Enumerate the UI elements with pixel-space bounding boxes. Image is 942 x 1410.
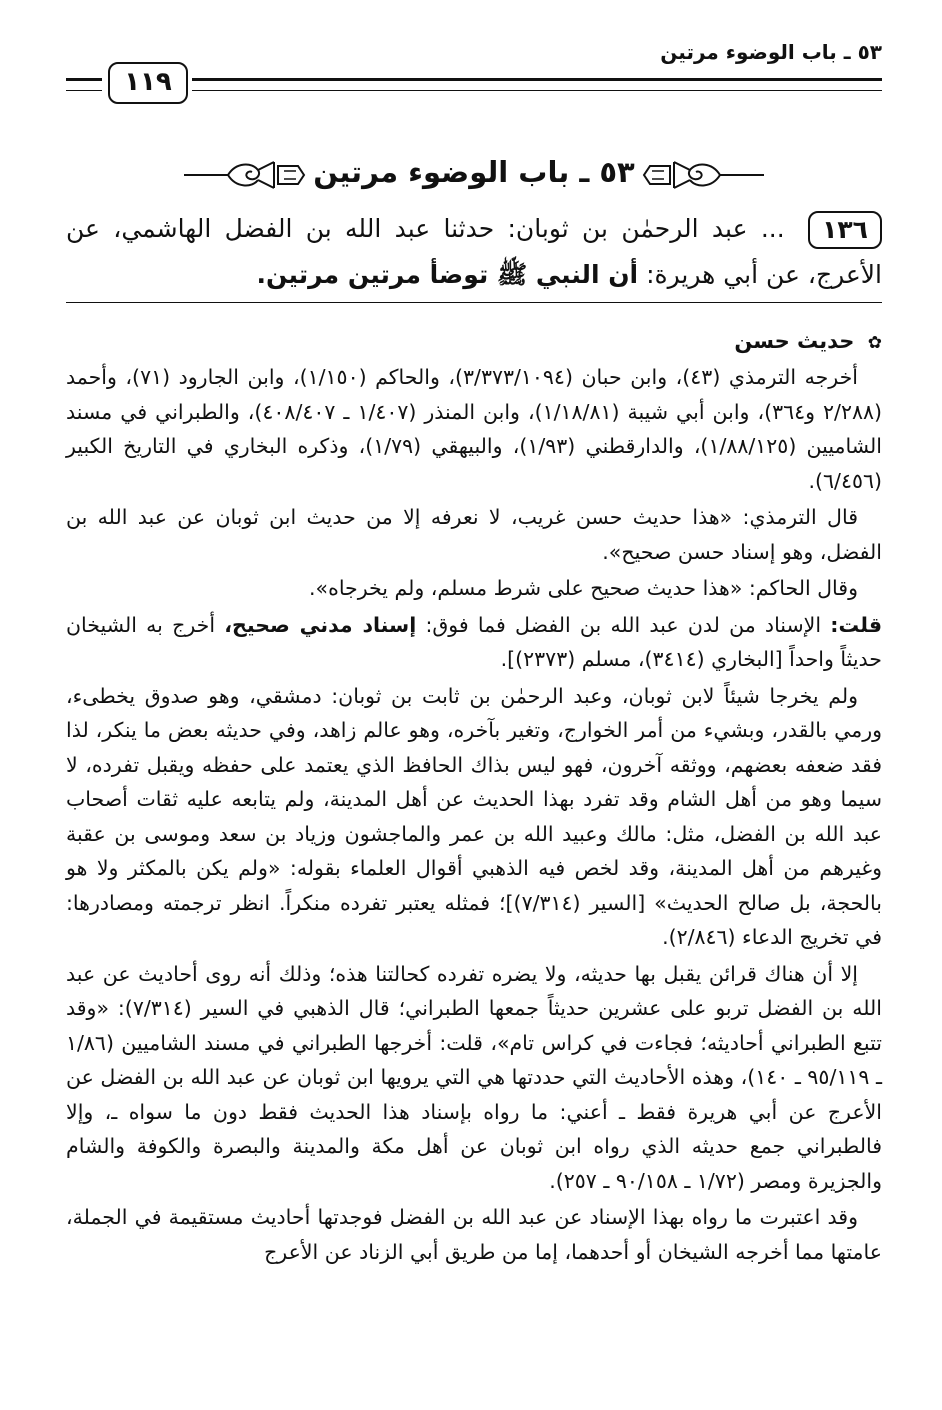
qultu-verdict: إسناد مدني صحيح، — [224, 612, 417, 637]
header-rule-left — [66, 78, 102, 91]
grade-marker-icon: ✿ — [867, 333, 882, 353]
hadith-matn: أن النبي ﷺ توضأ مرتين مرتين. — [256, 260, 639, 289]
qultu-text-a: الإسناد من لدن عبد الله بن الفضل فما فوق: — [416, 612, 831, 637]
ornament-right-icon — [624, 158, 764, 192]
paragraph-tirmidhi: قال الترمذي: «هذا حديث حسن غريب، لا نعرفه إلا من حديث ابن ثوبان عن عبد الله بن الفضل، وهو إسناد حسن صحيح». — [66, 505, 882, 564]
paragraph-itibar: وقد اعتبرت ما رواه بهذا الإسناد عن عبد الله بن الفضل فوجدتها أحاديث مستقيمة في الجملة، عامتها مما أخرجه الشيخان أو أحدهما، إما من طريق أبي الزناد عن الأعرج — [66, 1205, 882, 1264]
page-number: ١١٩ — [108, 62, 188, 104]
paragraph-qaraain: إلا أن هناك قرائن يقبل بها حديثه، ولا يضره تفرده كحالتنا هذه؛ وذلك أنه روى أحاديث عن عبد الله بن الفضل تربو على عشرين حديثاً جمعها الطبراني؛ قال الذهبي في السير (٧/٣١٤): «وقد تتبع الطبراني أحاديثه؛ فجاءت في كراس تام»، قلت: أخرجها الطبراني في مسند الشاميين (١/٨٦ ـ ٩٥/١١٩ ـ ١٤٠)، وهذه الأحاديث التي حددتها هي التي يرويها ابن ثوبان عن عبد الله بن الفضل عن الأعرج عن أبي هريرة فقط ـ أعني: ما رواه بإسناد هذا الحديث فقط دون ما سواه ـ، وإلا فالطبراني جمع حديثه الذي رواه ابن ثوبان عن أهل مكة والمدينة والبصرة والكوفة والشام والجزيرة ومصر (١/٧٢ ـ ٩٠/١٥٨ ـ ٢٥٧). — [66, 961, 882, 1193]
chapter-heading — [66, 148, 882, 204]
hadith-grade-label: حديث حسن — [734, 329, 855, 353]
hadith-number-badge: ١٣٦ — [808, 211, 882, 249]
hadith-text — [66, 206, 882, 298]
running-header — [66, 40, 882, 100]
paragraph-hakim: وقال الحاكم: «هذا حديث صحيح على شرط مسلم، ولم يخرجاه». — [309, 576, 858, 600]
hadith-grade — [734, 324, 882, 360]
header-rule — [192, 78, 882, 91]
ornament-left-icon — [184, 158, 324, 192]
hadith-isnad: ... عبد الرحمٰن بن ثوبان: حدثنا عبد الله بن الفضل الهاشمي، عن الأعرج، عن أبي هريرة: — [66, 214, 882, 289]
qultu-label: قلت: — [830, 612, 882, 637]
paragraph-qultu — [66, 608, 882, 677]
chapter-title: ٥٣ ـ باب الوضوء مرتين — [313, 155, 635, 189]
qultu-text-b: أخرج به الشيخان حديثاً واحداً [البخاري (٣٤١٤)، مسلم (٢٣٧٣)]. — [66, 612, 882, 671]
commentary-body — [66, 360, 882, 1271]
running-title: ٥٣ ـ باب الوضوء مرتين — [660, 40, 882, 64]
book-page — [66, 40, 882, 1380]
paragraph-narrator: ولم يخرجا شيئاً لابن ثوبان، وعبد الرحمٰن بن ثابت بن ثوبان: دمشقي، وهو صدوق يخطىء، ورمي بالقدر، وبشيء من أمر الخوارج، وتغير بآخره، وهو عالم زاهد، وفي حديثه بعض ما ينكر، لذا فقد ضعفه بعضهم، ووثقه آخرون، فهو ليس بذاك الحافظ الذي يعتمد على حفظه ويقبل تفرده، لا سيما وهو من أهل الشام وقد تفرد بهذا الحديث عن أهل المدينة، ولم يتابعه عليه ثقات أصحاب عبد الله بن الفضل، مثل: مالك وعبيد الله بن عمر والماجشون وزياد بن سعد وموسى بن عقبة وغيرهم من أهل المدينة، وقد لخص فيه الذهبي أقوال العلماء بقوله: «ولم يكن بالمكثر ولا هو بالحجة، بل صالح الحديث» [السير (٧/٣١٤)]؛ فمثله يعتبر تفرده منكراً. انظر ترجمته ومصادرها: في تخريج الدعاء (٢/٨٤٦). — [66, 683, 882, 949]
section-divider — [66, 302, 882, 303]
paragraph-takhrij: أخرجه الترمذي (٤٣)، وابن حبان (٣/٣٧٣/١٠٩٤)، والحاكم (١/١٥٠)، وابن الجارود (٧١)، وأحمد (٢/٢٨٨ و٣٦٤)، وابن أبي شيبة (١/١٨/٨١)، وابن المنذر (١/٤٠٧ ـ ٤٠٨/٤٠٧)، والطبراني في مسند الشاميين (١/٨٨/١٢٥)، والدارقطني (١/٩٣)، والبيهقي (١/٧٩)، وذكره البخاري في التاريخ الكبير (٦/٤٥٦). — [66, 365, 882, 493]
